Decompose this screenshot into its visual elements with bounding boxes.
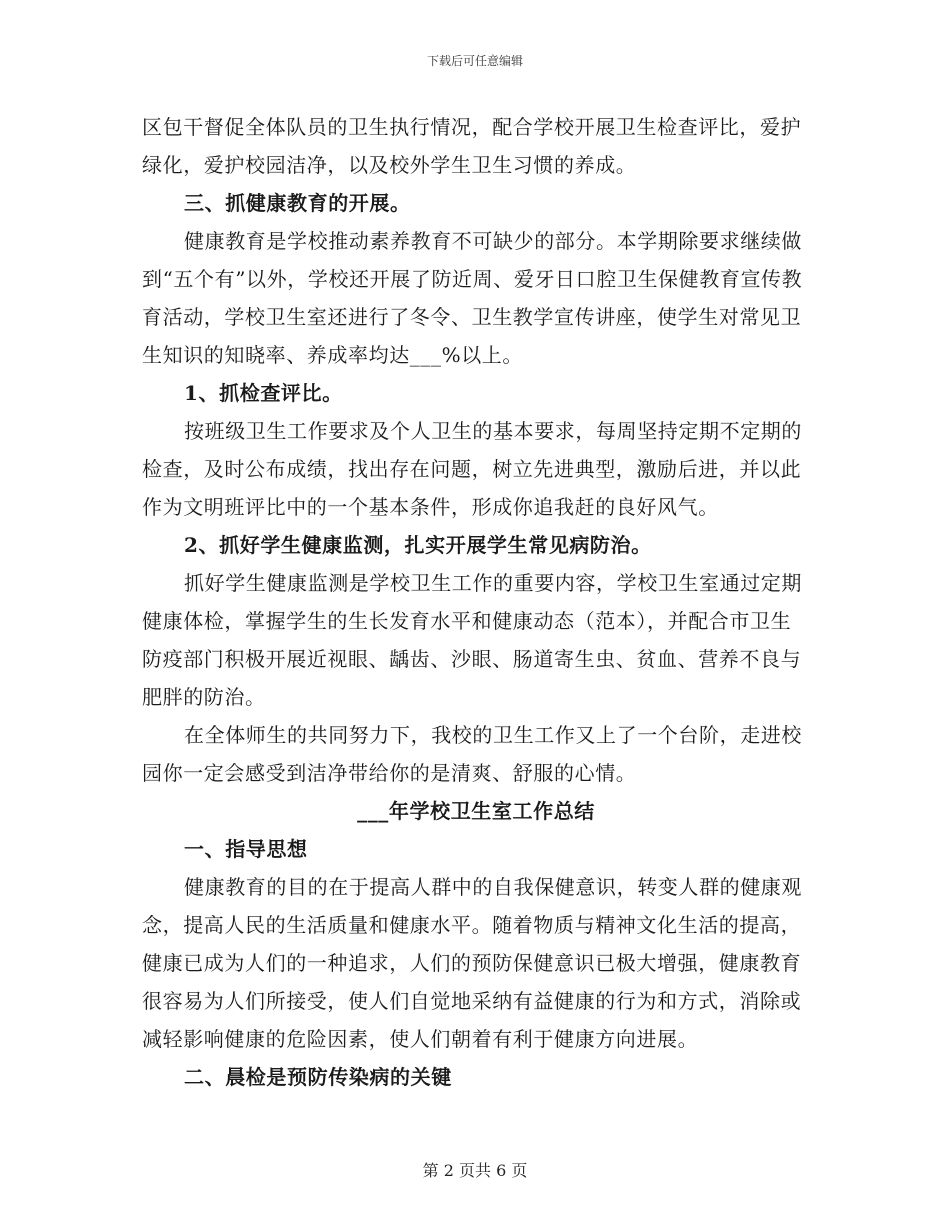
subsection-heading: 2、抓好学生健康监测，扎实开展学生常见病防治。 xyxy=(184,533,652,557)
paragraph: 健康教育的目的在于提高人群中的自我保健意识，转变人群的健康观念，提高人民的生活质量和健康水平。随着物质与精神文化生活的提高，健康已成为人们的一种追求，人们的预防保健意识已极大增强，健康教育很容易为人们所接受，使人们自觉地采纳有益健康的行为和方式，消除或减轻影响健康的危险因素，使人们朝着有利于健康方向进展。 xyxy=(142,875,802,1051)
page-footer: 第 2 页共 6 页 xyxy=(422,1161,528,1180)
document-body xyxy=(142,108,810,1096)
paragraph: 抓好学生健康监测是学校卫生工作的重要内容，学校卫生室通过定期健康体检，掌握学生的生长发育水平和健康动态（范本），并配合市卫生防疫部门积极开展近视眼、龋齿、沙眼、肠道寄生虫、贫血、营养不良与肥胖的防治。 xyxy=(142,571,802,709)
section-heading: 三、抓健康教育的开展。 xyxy=(184,191,411,215)
page-header: 下载后可任意编辑 xyxy=(426,54,523,68)
section-heading: 一、指导思想 xyxy=(184,837,308,861)
section-heading: 二、晨检是预防传染病的关键 xyxy=(184,1065,452,1089)
paragraph: 在全体师生的共同努力下，我校的卫生工作又上了一个台阶，走进校园你一定会感受到洁净带给你的是清爽、舒服的心情。 xyxy=(142,723,802,785)
document-title: ___年学校卫生室工作总结 xyxy=(357,799,595,823)
paragraph: 健康教育是学校推动素养教育不可缺少的部分。本学期除要求继续做到“五个有”以外，学校还开展了防近周、爱牙日口腔卫生保健教育宣传教育活动，学校卫生室还进行了冬令、卫生教学宣传讲座，使学生对常见卫生知识的知晓率、养成率均达___%以上。 xyxy=(142,229,803,367)
paragraph-continued: 区包干督促全体队员的卫生执行情况，配合学校开展卫生检查评比，爱护绿化，爱护校园洁净，以及校外学生卫生习惯的养成。 xyxy=(142,115,802,177)
subsection-heading: 1、抓检查评比。 xyxy=(184,381,343,405)
paragraph: 按班级卫生工作要求及个人卫生的基本要求，每周坚持定期不定期的检查，及时公布成绩，找出存在问题，树立先进典型，激励后进，并以此作为文明班评比中的一个基本条件，形成你追我赶的良好风气。 xyxy=(142,419,802,519)
